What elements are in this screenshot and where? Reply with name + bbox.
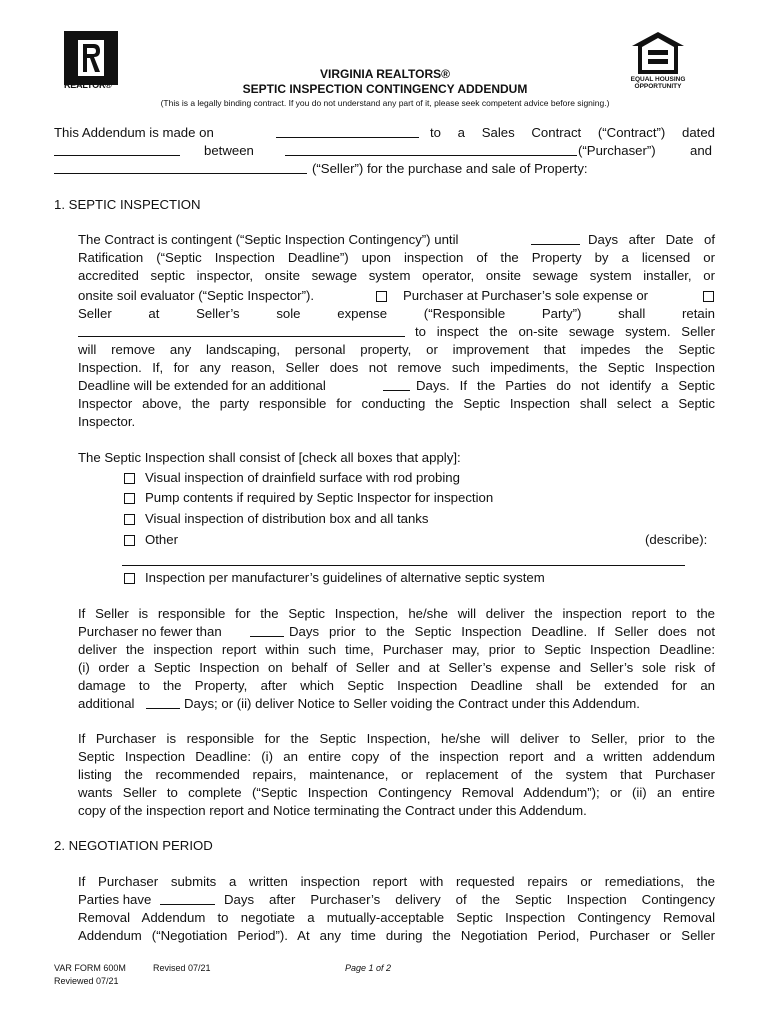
intro-purchaser: (“Purchaser”) — [578, 143, 656, 158]
s1-p1-l9a: Deadline will be extended for an additional — [78, 378, 326, 393]
s1-p1-l4b: Purchaser at Purchaser’s sole expense or — [403, 288, 649, 303]
s1-p1-l2: Ratification (“Septic Inspection Deadline”) upon inspection of the Property by a licensed or — [78, 250, 715, 265]
additional-days-field[interactable] — [146, 695, 180, 709]
s1-p1-l5i: retain — [681, 306, 715, 321]
s1-p2-l4: (i) order a Septic Inspection on behalf of Seller and at Seller’s expense and Seller’s sole risk of — [78, 660, 715, 675]
extension-days-field[interactable] — [383, 377, 410, 391]
s1-p3-l4: wants Seller to complete (“Septic Inspection Contingency Removal Addendum”); or (ii) an entire — [78, 785, 715, 800]
s2-p1-l1: If Purchaser submits a written inspection report with requested repairs or remediations, the — [78, 874, 715, 889]
s2-p1-l2b: Days after Purchaser’s delivery of the Septic Inspection Contingency — [224, 892, 715, 907]
option-other-label: Other — [145, 532, 178, 547]
s2-p1-l3: Removal Addendum to negotiate a mutually-acceptable Septic Inspection Contingency Removal — [78, 910, 715, 925]
s1-p2-l2b: Days prior to the Septic Inspection Deadline. If Seller does not — [289, 624, 715, 639]
intro-between: between — [204, 143, 254, 158]
s1-p2-l6a: additional — [78, 696, 135, 711]
s2-p1-l2a: Parties have — [78, 892, 152, 907]
s1-p3-l2: Septic Inspection Deadline: (i) an entire copy of the inspection report and a written addendum — [78, 749, 715, 764]
contract-date-field[interactable] — [54, 142, 180, 156]
s1-p2-l1: If Seller is responsible for the Septic Inspection, he/she will deliver the inspection report to the — [78, 606, 715, 621]
seller-expense-checkbox[interactable] — [703, 291, 714, 302]
option-distribution-box-checkbox[interactable] — [124, 514, 135, 525]
s2-p1-l4: Addendum (“Negotiation Period”). At any time during the Negotiation Period, Purchaser or Seller — [78, 928, 715, 943]
other-description-field[interactable] — [122, 565, 685, 566]
purchaser-expense-checkbox[interactable] — [376, 291, 387, 302]
s1-p1-l5c: Seller’s — [196, 306, 240, 321]
option-other-checkbox[interactable] — [124, 535, 135, 546]
intro-text-1: This Addendum is made on — [54, 125, 214, 140]
s1-p1-l5g: Party”) — [541, 306, 582, 321]
s1-p1-l8: Inspection. If, for any reason, Seller does not remove such impediments, the Septic Inspection — [78, 360, 715, 375]
s1-p1-l5a: Seller — [78, 306, 112, 321]
addendum-date-field[interactable] — [276, 124, 419, 138]
option-pump-label: Pump contents if required by Septic Inspector for inspection — [145, 490, 494, 505]
s1-p1-l5e: expense — [337, 306, 388, 321]
option-manufacturer-label: Inspection per manufacturer’s guidelines of alternative septic system — [145, 570, 545, 585]
legal-note: (This is a legally binding contract. If you do not understand any part of it, please seek competent advice before signing.) — [160, 98, 610, 108]
s1-p1-l9b: Days. If the Parties do not identify a Septic — [416, 378, 715, 393]
s1-p1-l1b: Days after Date of — [588, 232, 715, 247]
option-drainfield-checkbox[interactable] — [124, 473, 135, 484]
s1-p1-l4a: onsite soil evaluator (“Septic Inspector”). — [78, 288, 315, 303]
s1-p1-l5f: (“Responsible — [423, 306, 506, 321]
org-title: VIRGINIA REALTORS® — [320, 67, 450, 81]
s1-p3-l5: copy of the inspection report and Notice terminating the Contract under this Addendum. — [78, 803, 587, 818]
s1-p2-l6b: Days; or (ii) deliver Notice to Seller voiding the Contract under this Addendum. — [184, 696, 640, 711]
purchaser-name-field[interactable] — [285, 142, 577, 156]
contingency-days-field[interactable] — [531, 231, 580, 245]
checklist-intro: The Septic Inspection shall consist of [check all boxes that apply]: — [78, 450, 461, 465]
section-2-heading: 2. NEGOTIATION PERIOD — [54, 838, 213, 853]
option-drainfield-label: Visual inspection of drainfield surface with rod probing — [145, 470, 460, 485]
s1-p2-l2a: Purchaser no fewer than — [78, 624, 222, 639]
footer-form-id: VAR FORM 600M — [54, 963, 126, 973]
s1-p1-l1a: The Contract is contingent (“Septic Inspection Contingency”) until — [78, 232, 459, 247]
footer-page-number: Page 1 of 2 — [345, 963, 392, 973]
s1-p1-l3: accredited septic inspector, onsite sewage system operator, onsite sewage system installer, or — [78, 268, 715, 283]
s1-p1-l11: Inspector. — [78, 414, 136, 429]
s1-p1-l10: Inspector above, the party responsible for conducting the Septic Inspection shall select a Septic — [78, 396, 715, 411]
realtor-wordmark: REALTOR® — [64, 80, 112, 90]
footer-revised: Revised 07/21 — [153, 963, 211, 973]
s1-p1-l5 — [78, 305, 715, 323]
option-pump-checkbox[interactable] — [124, 493, 135, 504]
form-title: SEPTIC INSPECTION CONTINGENCY ADDENDUM — [242, 82, 528, 96]
s1-p3-l3: listing the recommended repairs, maintenance, or replacement of the system that Purchaser — [78, 767, 715, 782]
s1-p1-l7: will remove any landscaping, personal property, or improvement that impedes the Septic — [78, 342, 715, 357]
negotiation-days-field[interactable] — [160, 891, 215, 905]
seller-name-field[interactable] — [54, 160, 307, 174]
septic-inspector-field[interactable] — [78, 323, 405, 337]
s1-p2-l3: deliver the inspection report within such time, Purchaser may, prior to Septic Inspection Deadline: — [78, 642, 715, 657]
s1-p2-l5: damage to the Property, after which Septic Inspection Deadline shall be extended for an — [78, 678, 715, 693]
intro-seller: (“Seller”) for the purchase and sale of Property: — [312, 161, 588, 176]
option-other-describe: (describe): — [645, 532, 708, 547]
intro-and: and — [690, 143, 713, 158]
footer-reviewed: Reviewed 07/21 — [54, 976, 119, 986]
s1-p3-l1: If Purchaser is responsible for the Septic Inspection, he/she will deliver to Seller, prior to the — [78, 731, 715, 746]
s1-p1-l5b: at — [148, 306, 160, 321]
equal-housing-text: EQUAL HOUSING OPPORTUNITY — [630, 76, 686, 90]
s1-p1-l5h: shall — [618, 306, 646, 321]
option-manufacturer-checkbox[interactable] — [124, 573, 135, 584]
section-1-heading: 1. SEPTIC INSPECTION — [54, 197, 201, 212]
s1-p1-l5d: sole — [276, 306, 301, 321]
intro-text-2: to a Sales Contract (“Contract”) dated — [430, 125, 715, 140]
report-days-field[interactable] — [250, 623, 284, 637]
s1-p1-l6: to inspect the on-site sewage system. Seller — [415, 324, 715, 339]
option-distribution-box-label: Visual inspection of distribution box and all tanks — [145, 511, 429, 526]
